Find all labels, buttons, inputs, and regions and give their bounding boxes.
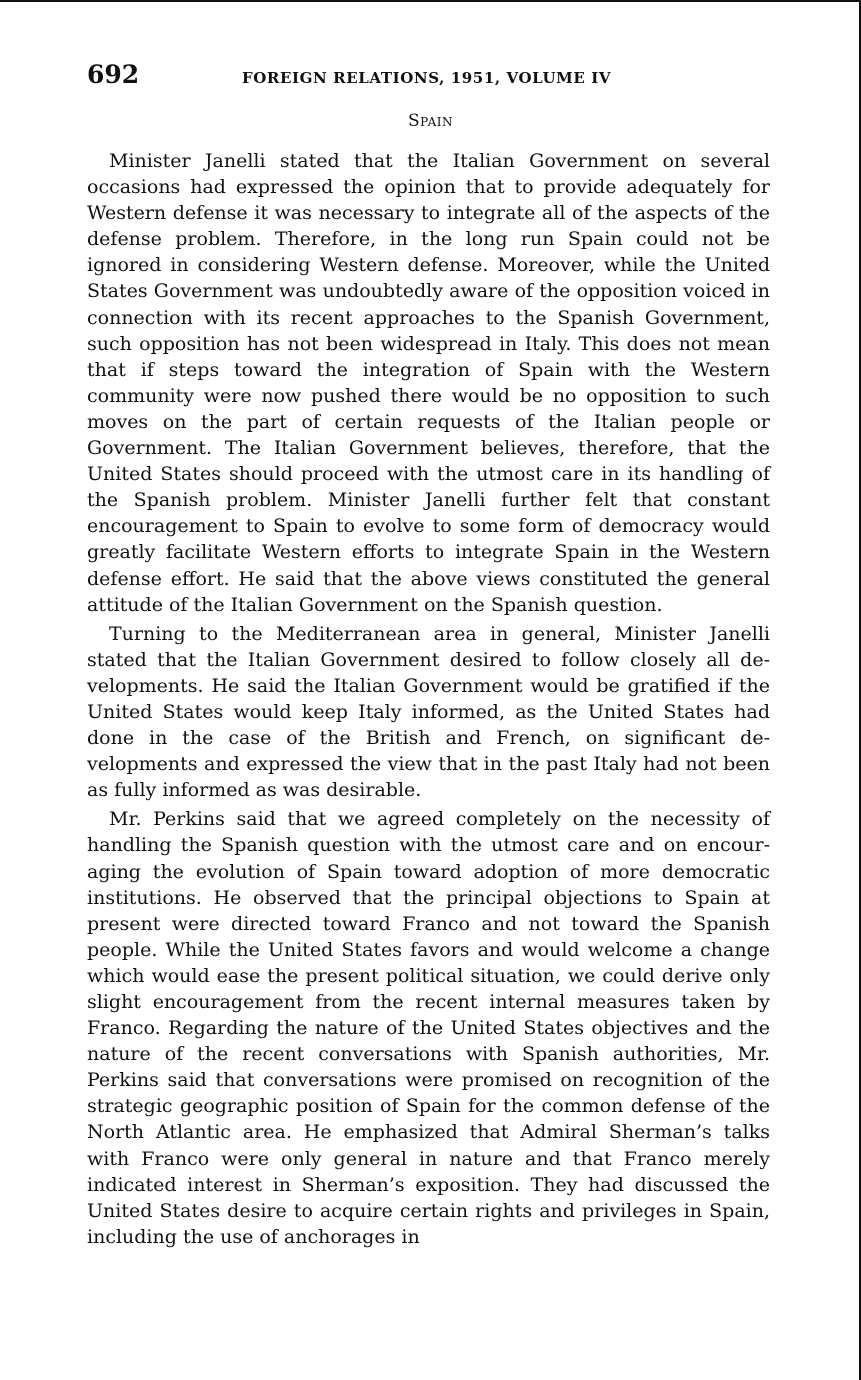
page-number: 692 xyxy=(87,60,140,89)
paragraph-1: Minister Janelli stated that the Italian Government on several occasions had expressed the opinion that to provide adequately for Western defense it was necessary to integrate all of the aspects of the defense problem. Therefore, in the long run Spain could not be ignored in considering Western defense. Moreover, while the United States Government was undoubtedly aware of the opposition voiced in connection with its recent approaches to the Spanish Government, such opposition has not been widespread in Italy. This does not mean that if steps toward the integration of Spain with the Western community were now pushed there would be no opposition to such moves on the part of certain requests of the Italian people or Government. The Italian Government believes, therefore, that the United States should proceed with the utmost care in its handling of the Spanish problem. Minister Janelli further felt that constant encouragement to Spain to evolve to some form of democracy would greatly facilitate Western efforts to integrate Spain in the Western defense effort. He said that the above views constituted the general attitude of the Italian Government on the Spanish question. xyxy=(87,150,770,616)
section-title: Spain xyxy=(407,111,454,131)
page-header xyxy=(87,60,772,94)
paragraph-3: Mr. Perkins said that we agreed completely on the necessity of handling the Spanish question with the utmost care and on encouraging the evolution of Spain toward adoption of more democratic institutions. He observed that the principal objections to Spain at present were directed toward Franco and not toward the Spanish people. While the United States favors and would welcome a change which would ease the present political situation, we could derive only slight encouragement from the recent internal measures taken by Franco. Regarding the nature of the United States objectives and the nature of the recent conversations with Spanish authorities, Mr. Perkins said that conversations were promised on recognition of the strategic geographic position of Spain for the common defense of the North Atlantic area. He emphasized that Admiral Sherman’s talks with Franco were only general in nature and that Franco merely indicated interest in Sherman’s exposition. They had discussed the United States desire to acquire certain rights and privileges in Spain, including the use of anchorages in xyxy=(87,808,770,1248)
body-text xyxy=(87,148,770,1253)
paragraph-2: Turning to the Mediterranean area in general, Minister Janelli stated that the Italian Government desired to follow closely all developments. He said the Italian Government would be gratified if the United States would keep Italy informed, as the United States had done in the case of the British and French, on significant developments and expressed the view that in the past Italy had not been as fully informed as was desirable. xyxy=(87,622,770,802)
running-head: FOREIGN RELATIONS, 1951, VOLUME IV xyxy=(242,69,612,87)
